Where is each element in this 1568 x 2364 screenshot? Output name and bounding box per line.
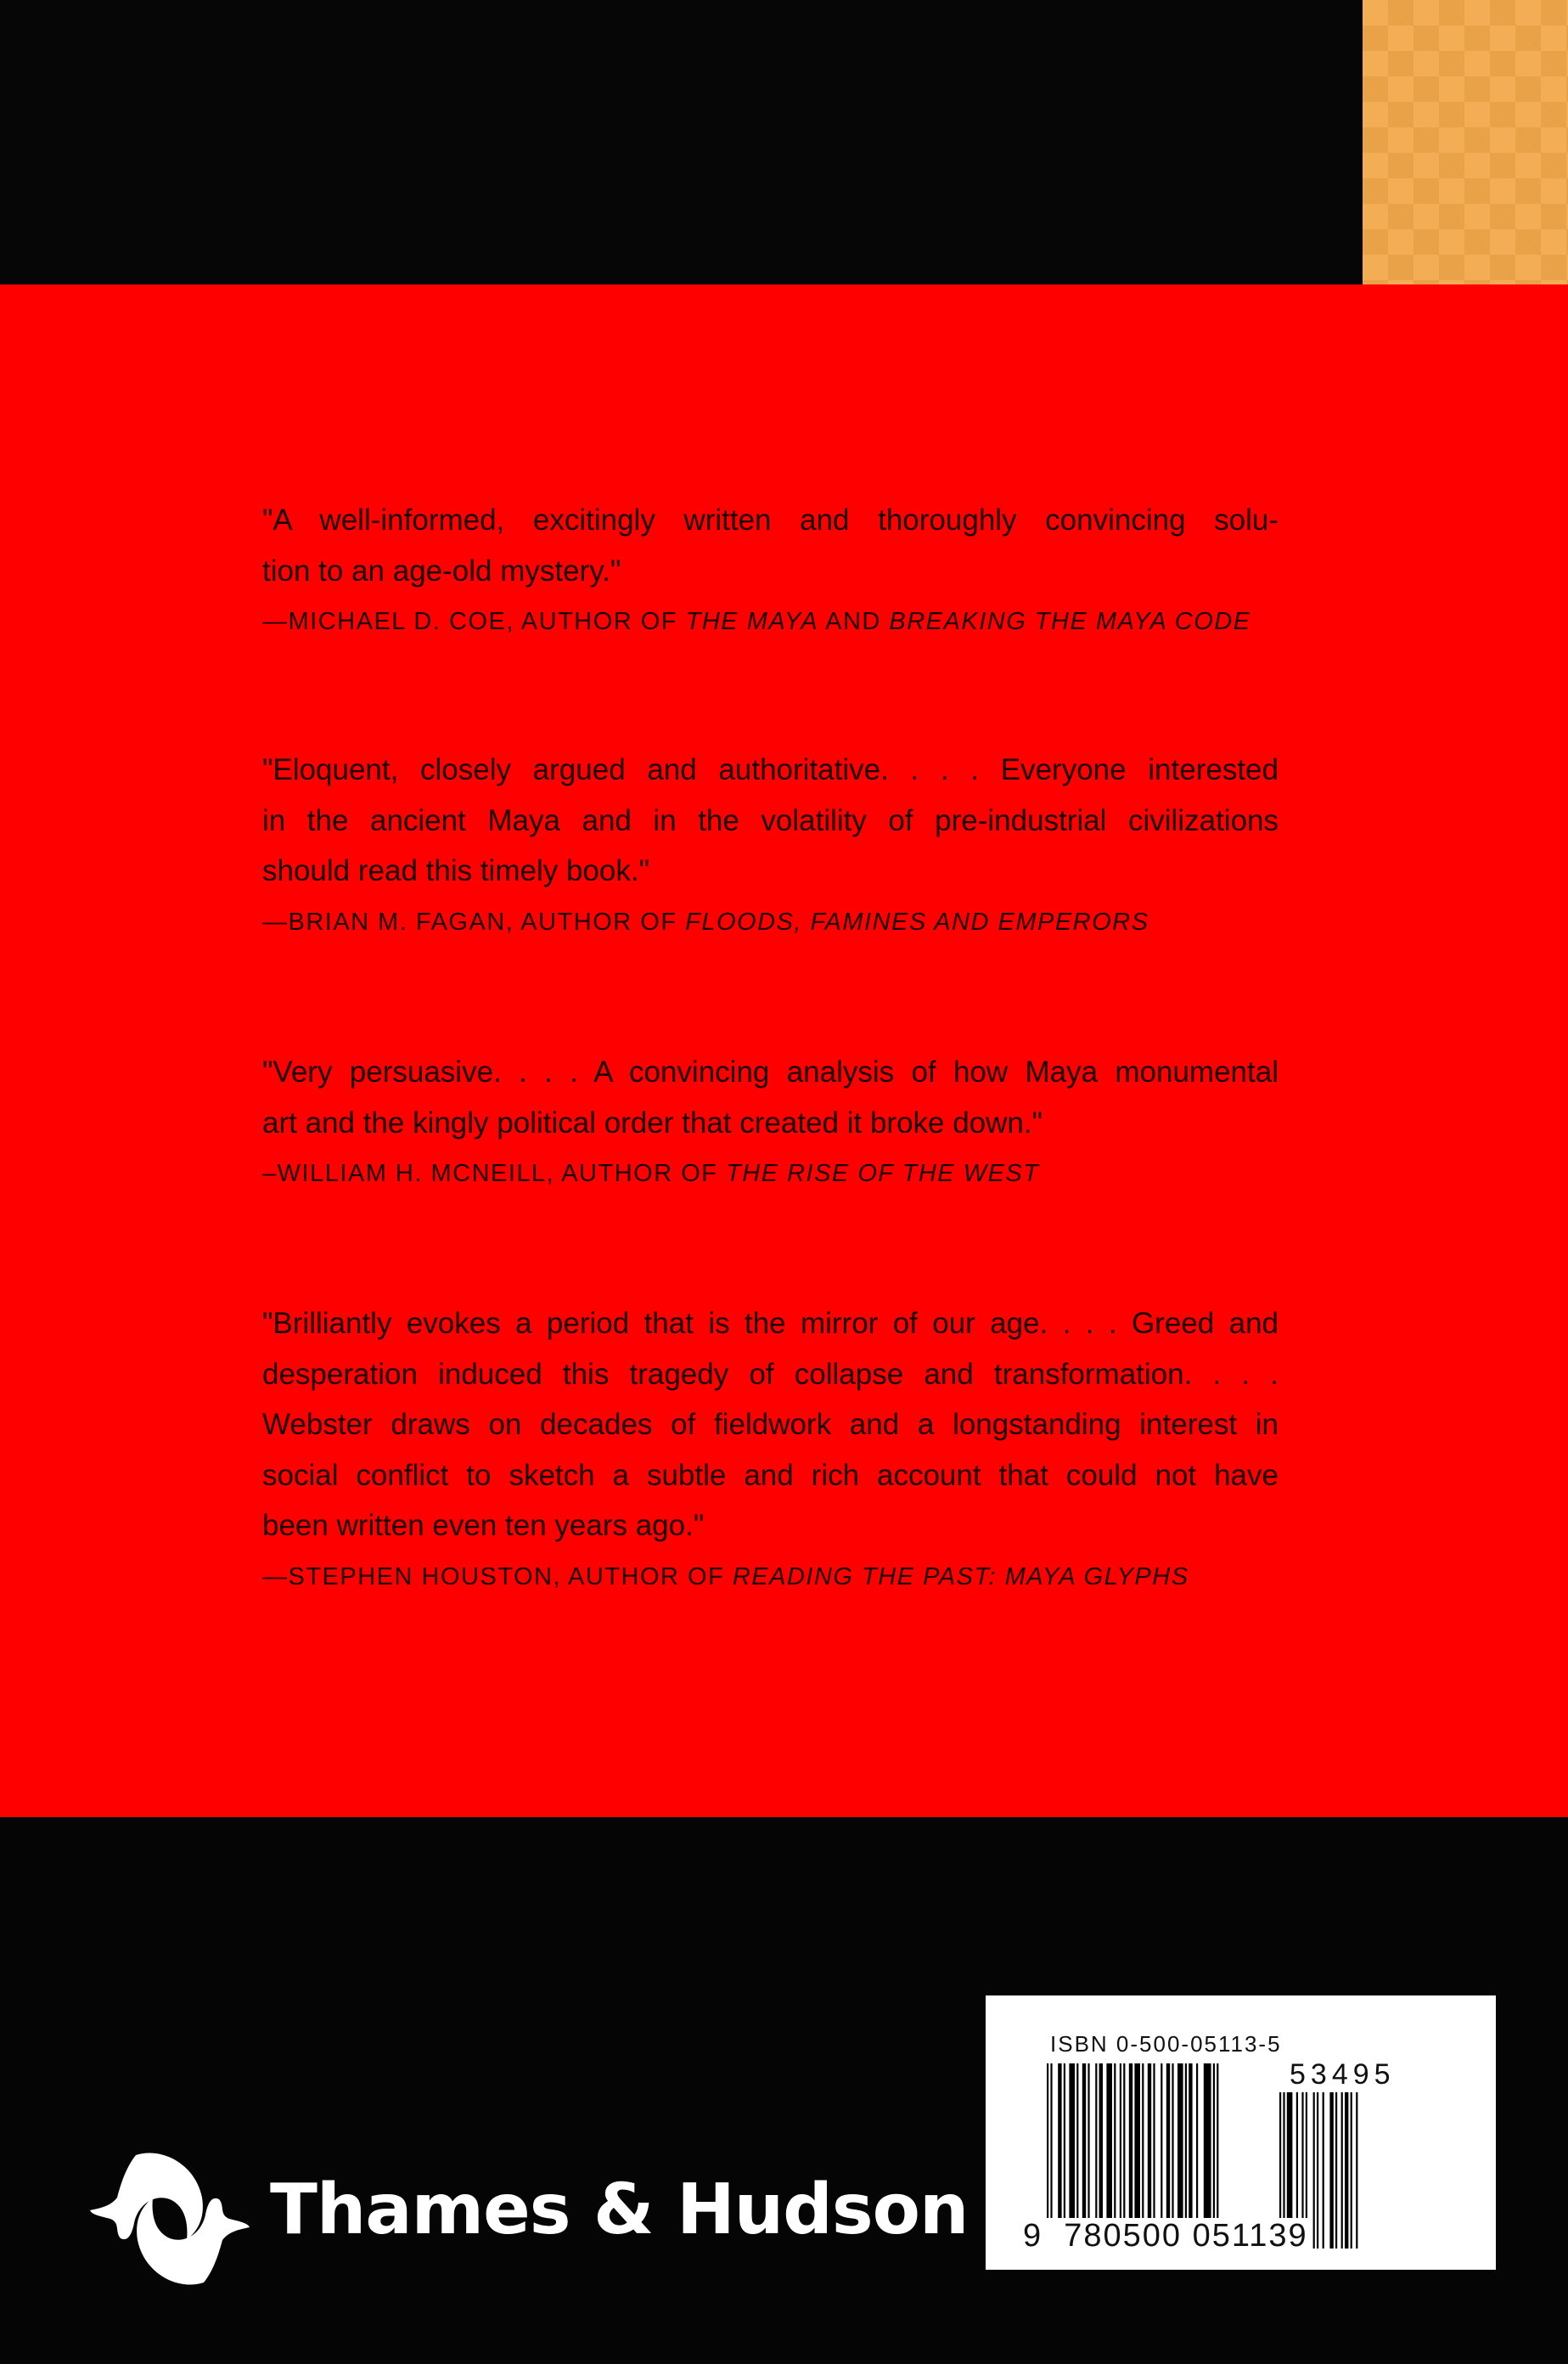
quote-line: art and the kingly political order that created it broke down." [262,1106,1043,1140]
quote-line: tion to an age-old mystery." [262,554,621,588]
quote-line: should read this timely book." [262,854,649,887]
barcode-bar [1335,2092,1337,2249]
price-code: 53495 [1290,2058,1396,2091]
attribution-work: BREAKING THE MAYA CODE [889,608,1251,635]
quote-attribution [262,897,1279,948]
attribution-author: –WILLIAM H. MCNEILL, AUTHOR OF [262,1160,727,1187]
front-cover-pattern-strip [1363,0,1568,284]
barcode-bar [1345,2092,1348,2249]
isbn-barcode [986,1995,1496,2270]
barcode-bar [1329,2092,1333,2249]
ean-first-digit: 9 [1023,2218,1043,2254]
attribution-joiner: AND [818,608,890,635]
quote-attribution [262,1148,1279,1199]
attribution-author: —STEPHEN HOUSTON, AUTHOR OF [262,1562,733,1590]
top-black-band [0,0,1568,284]
quote-line: in the ancient Maya and in the volatility of pre-industrial civilizations [262,803,1279,837]
quote-line: desperation induced this tragedy of collapse and transformation. . . . [262,1357,1279,1391]
ean-left-digits: 780500 [1064,2218,1183,2254]
quote-line: "A well-informed, excitingly written and thoroughly convincing solu- [262,504,1279,537]
attribution-author: —BRIAN M. FAGAN, AUTHOR OF [262,908,686,936]
barcode-bar [1323,2092,1324,2249]
attribution-work: READING THE PAST: MAYA GLYPHS [732,1562,1189,1590]
quote-line: Webster draws on decades of fieldwork and a longstanding interest in [262,1408,1279,1441]
ean-right-digits: 051139 [1192,2218,1308,2254]
dolphins-icon [85,2147,255,2291]
attribution-work: THE RISE OF THE WEST [726,1160,1040,1187]
quote-line: "Brilliantly evokes a period that is the mirror of our age. . . . Greed and [262,1307,1279,1340]
barcode-bar [1317,2092,1318,2249]
quote-attribution [262,1551,1279,1602]
quote-line: "Eloquent, closely argued and authoritative. . . . Everyone interested [262,753,1279,786]
quote-1 [262,495,1279,647]
ean-digits [1021,2218,1310,2254]
attribution-work: FLOODS, FAMINES AND EMPERORS [685,908,1149,936]
quote-line: been written even ten years ago." [262,1509,705,1542]
quote-3 [262,1047,1279,1199]
quote-attribution [262,596,1279,647]
quote-line: "Very persuasive. . . . A convincing analysis of how Maya monumental [262,1055,1279,1089]
quote-4 [262,1298,1279,1602]
quote-line: social conflict to sketch a subtle and rich account that could not have [262,1458,1279,1492]
barcode-bar [1351,2092,1352,2249]
publisher-name: Thames & Hudson [270,2170,969,2250]
barcode-bar [1356,2092,1357,2249]
attribution-author: —MICHAEL D. COE, AUTHOR OF [262,608,686,635]
quote-2 [262,745,1279,948]
barcode-bar [1313,2092,1315,2249]
attribution-work: THE MAYA [685,608,819,635]
isbn-text: ISBN 0-500-05113-5 [1050,2031,1282,2057]
barcode-bar [1341,2092,1343,2249]
